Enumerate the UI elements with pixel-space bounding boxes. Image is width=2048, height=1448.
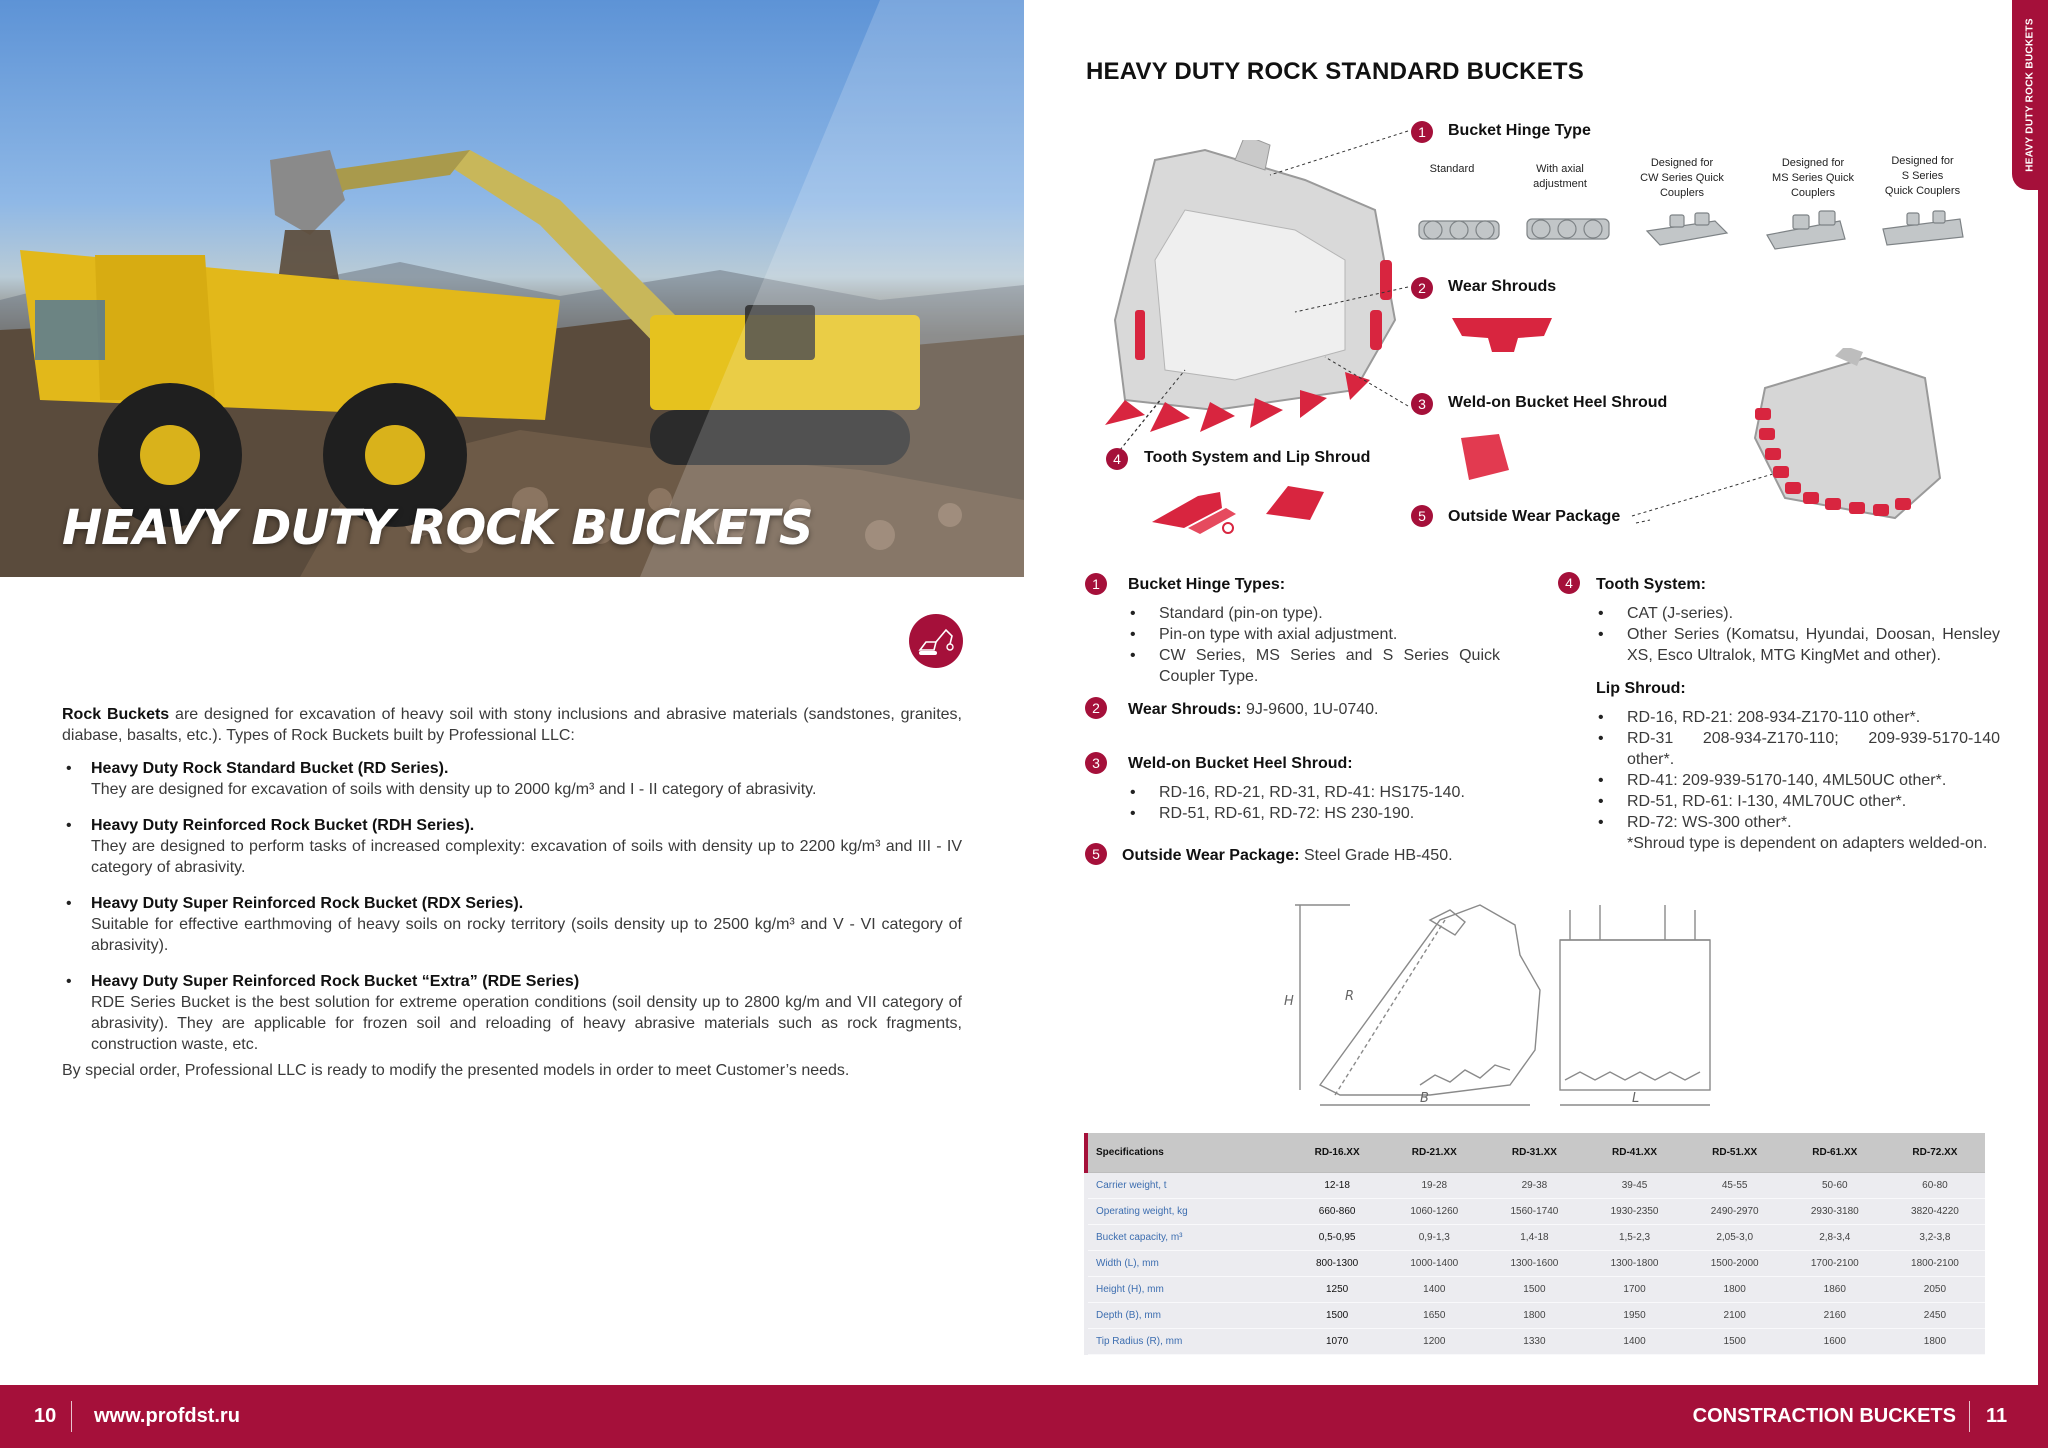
series-title: • Heavy Duty Super Reinforced Rock Bucket (RDX Series). <box>91 895 524 912</box>
table-cell: 660-860 <box>1290 1198 1384 1224</box>
series-description: RDE Series Bucket is the best solution for extreme operation conditions (soil density up to 2800 kg/m and VII category of abrasivity). They are applicable for frozen soil and reloading of heavy abrasive materials such as rock fragments, construction waste, etc. <box>91 994 962 1053</box>
spec-list <box>1596 603 2000 666</box>
spec-list <box>1128 603 1500 687</box>
spec-outside-wear <box>1122 845 1522 866</box>
spec-value: 9J-9600, 1U-0740. <box>1241 701 1379 718</box>
drawing-label-b: B <box>1420 1091 1429 1106</box>
table-cell: 1700-2100 <box>1785 1250 1885 1276</box>
spec-hinge-types <box>1128 574 1500 687</box>
table-cell: 45-55 <box>1685 1172 1785 1198</box>
spec-list-item: • RD-41: 209-939-5170-140, 4ML50UC other*. <box>1596 770 2000 791</box>
excavator-logo-icon <box>916 624 956 658</box>
spec-list-item: • Standard (pin-on type). <box>1128 603 1500 624</box>
page-footer <box>0 1385 2048 1448</box>
table-cell: 1560-1740 <box>1484 1198 1584 1224</box>
table-cell: 29-38 <box>1484 1172 1584 1198</box>
spec-list-item: • RD-16, RD-21: 208-934-Z170-110 other*. <box>1596 707 2000 728</box>
table-cell: 12-18 <box>1290 1172 1384 1198</box>
drawing-label-l: L <box>1632 1091 1640 1106</box>
spec-list-item: • CW Series, MS Series and S Series Quick Coupler Type. <box>1128 645 1500 687</box>
label-heel-shroud: Weld-on Bucket Heel Shroud <box>1448 394 1668 411</box>
series-description: They are designed to perform tasks of increased complexity: excavation of soils with density up to 2200 kg/m³ and III - IV category of abrasivity. <box>91 838 962 876</box>
table-cell: 1300-1600 <box>1484 1250 1584 1276</box>
spec-heading: Weld-on Bucket Heel Shroud: <box>1128 755 1353 772</box>
table-header-cell: RD-51.XX <box>1685 1133 1785 1172</box>
special-order-note: By special order, Professional LLC is ready to modify the presented models in order to meet Customer’s needs. <box>62 1062 850 1079</box>
side-tab-label: HEAVY DUTY ROCK BUCKETS <box>2024 18 2036 172</box>
table-cell: 1,5-2,3 <box>1584 1224 1684 1250</box>
series-title: • Heavy Duty Rock Standard Bucket (RD Series). <box>91 760 449 777</box>
hinge-caption-line: adjustment <box>1533 178 1587 190</box>
series-item <box>62 971 962 1055</box>
spec-list-item: • RD-72: WS-300 other*. <box>1596 812 2000 833</box>
page-title: HEAVY DUTY ROCK STANDARD BUCKETS <box>1086 58 1584 85</box>
hinge-caption-axial <box>1510 162 1610 192</box>
table-cell: Height (H), mm <box>1086 1276 1290 1302</box>
spec-list-item: • RD-51, RD-61, RD-72: HS 230-190. <box>1128 803 1500 824</box>
footer-divider <box>71 1401 72 1432</box>
technical-drawing <box>1280 900 1730 1115</box>
table-cell: 1800 <box>1885 1328 1985 1354</box>
brand-logo <box>909 614 963 668</box>
wear-shroud-part <box>1448 310 1558 360</box>
hinge-caption-line: Designed for <box>1891 155 1954 167</box>
table-cell: 1000-1400 <box>1384 1250 1484 1276</box>
table-cell: 1800-2100 <box>1885 1250 1985 1276</box>
spec-list <box>1128 782 1500 824</box>
series-item <box>62 893 962 956</box>
label-wear-shrouds: Wear Shrouds <box>1448 278 1557 295</box>
table-cell: 1400 <box>1584 1328 1684 1354</box>
heel-shroud-part <box>1455 430 1515 485</box>
table-cell: 1800 <box>1484 1302 1584 1328</box>
table-cell: 1860 <box>1785 1276 1885 1302</box>
table-cell: 39-45 <box>1584 1172 1684 1198</box>
spec-heading: Outside Wear Package: <box>1122 847 1300 864</box>
drawing-label-r: R <box>1345 989 1355 1004</box>
tooth-lip-parts <box>1148 478 1328 538</box>
table-cell: 1200 <box>1384 1328 1484 1354</box>
table-header-cell: RD-16.XX <box>1290 1133 1384 1172</box>
marker-4: 4 <box>1106 448 1128 470</box>
spec-list-item: • RD-16, RD-21, RD-31, RD-41: HS175-140. <box>1128 782 1500 803</box>
spec-heading: Bucket Hinge Types: <box>1128 576 1286 593</box>
table-cell: 1060-1260 <box>1384 1198 1484 1224</box>
table-cell: 60-80 <box>1885 1172 1985 1198</box>
spec-marker-5: 5 <box>1085 843 1107 865</box>
hinge-caption-standard <box>1412 162 1492 177</box>
table-cell: 1950 <box>1584 1302 1684 1328</box>
table-cell: 1400 <box>1384 1276 1484 1302</box>
series-title: • Heavy Duty Super Reinforced Rock Bucket “Extra” (RDE Series) <box>91 973 580 990</box>
table-cell: 1600 <box>1785 1328 1885 1354</box>
spec-list-item: • RD-51, RD-61: I-130, 4ML70UC other*. <box>1596 791 2000 812</box>
table-cell: Bucket capacity, m³ <box>1086 1224 1290 1250</box>
series-item <box>62 815 962 878</box>
spec-tooth-system <box>1596 574 2000 854</box>
spec-heading: Tooth System: <box>1596 576 1706 593</box>
table-cell: 2050 <box>1885 1276 1985 1302</box>
series-item <box>62 758 962 800</box>
hinge-caption-line: Designed for <box>1781 157 1845 169</box>
table-row <box>1086 1276 1985 1302</box>
table-cell: 1,4-18 <box>1484 1224 1584 1250</box>
bucket-series-list <box>62 758 962 1070</box>
marker-2: 2 <box>1411 277 1433 299</box>
table-cell: 1500-2000 <box>1685 1250 1785 1276</box>
hinge-parts-illustration <box>1415 205 1975 260</box>
table-cell: 800-1300 <box>1290 1250 1384 1276</box>
spec-list-item: • Other Series (Komatsu, Hyundai, Doosan, Hensley XS, Esco Ultralok, MTG KingMet and other). <box>1596 624 2000 666</box>
table-header-cell: RD-31.XX <box>1484 1133 1584 1172</box>
hinge-caption-line: Couplers <box>1790 187 1836 199</box>
footer-divider <box>1969 1401 1970 1432</box>
table-cell: Tip Radius (R), mm <box>1086 1328 1290 1354</box>
spec-heading: Wear Shrouds: <box>1128 701 1242 718</box>
table-cell: 3820-4220 <box>1885 1198 1985 1224</box>
hinge-caption-line: CW Series Quick <box>1640 172 1724 184</box>
table-cell: 1700 <box>1584 1276 1684 1302</box>
table-row <box>1086 1198 1985 1224</box>
spec-heading-lip: Lip Shroud: <box>1596 680 1686 697</box>
intro-paragraph <box>62 704 962 746</box>
page-number-right: 11 <box>1986 1405 2008 1427</box>
label-tooth-system: Tooth System and Lip Shroud <box>1144 449 1371 466</box>
table-header-cell: RD-41.XX <box>1584 1133 1684 1172</box>
hinge-caption-line: Couplers <box>1659 187 1705 199</box>
table-cell: 2,05-3,0 <box>1685 1224 1785 1250</box>
drawing-label-h: H <box>1284 994 1294 1009</box>
table-cell: Depth (B), mm <box>1086 1302 1290 1328</box>
spec-wear-shrouds <box>1128 699 1500 720</box>
table-cell: 50-60 <box>1785 1172 1885 1198</box>
page-number-left: 10 <box>34 1405 57 1427</box>
hinge-caption-line: S Series <box>1901 170 1944 182</box>
spec-marker-4: 4 <box>1558 572 1580 594</box>
series-description: They are designed for excavation of soils with density up to 2000 kg/m³ and I - II category of abrasivity. <box>91 781 817 798</box>
shroud-note: *Shroud type is dependent on adapters welded-on. <box>1627 835 1988 852</box>
table-cell: 1930-2350 <box>1584 1198 1684 1224</box>
excavator-truck-illustration <box>0 0 1024 577</box>
table-cell: 2930-3180 <box>1785 1198 1885 1224</box>
spec-list <box>1596 707 2000 833</box>
table-cell: 1500 <box>1685 1328 1785 1354</box>
section-title: CONSTRACTION BUCKETS <box>1692 1405 1956 1427</box>
series-description: Suitable for effective earthmoving of heavy soils on rocky territory (soils density up to 2500 kg/m³ and V - VI category of abrasivity). <box>91 916 962 954</box>
hinge-caption-line: MS Series Quick <box>1772 172 1854 184</box>
table-row <box>1086 1250 1985 1276</box>
table-cell: 2490-2970 <box>1685 1198 1785 1224</box>
spec-value: Steel Grade HB-450. <box>1299 847 1453 864</box>
specifications-table <box>1084 1133 1985 1355</box>
table-cell: 19-28 <box>1384 1172 1484 1198</box>
table-row <box>1086 1328 1985 1354</box>
table-cell: 1330 <box>1484 1328 1584 1354</box>
table-cell: Operating weight, kg <box>1086 1198 1290 1224</box>
table-cell: 1650 <box>1384 1302 1484 1328</box>
hinge-caption-line: Designed for <box>1650 157 1714 169</box>
table-row <box>1086 1224 1985 1250</box>
website-link[interactable]: www.profdst.ru <box>94 1405 240 1427</box>
side-accent-bar <box>2038 190 2048 1385</box>
spec-list-item: • Pin-on type with axial adjustment. <box>1128 624 1500 645</box>
table-row <box>1086 1302 1985 1328</box>
table-header-cell: RD-61.XX <box>1785 1133 1885 1172</box>
table-cell: 0,9-1,3 <box>1384 1224 1484 1250</box>
intro-text: are designed for excavation of heavy soil with stony inclusions and abrasive materials (sandstones, granites, diabase, basalts, etc.). Types of Rock Buckets built by Professional LLC: <box>62 706 963 744</box>
table-cell: 1500 <box>1484 1276 1584 1302</box>
marker-3: 3 <box>1411 393 1433 415</box>
hero-title: HEAVY DUTY ROCK BUCKETS <box>62 500 813 556</box>
hinge-caption-line: With axial <box>1536 163 1584 175</box>
table-cell: 2160 <box>1785 1302 1885 1328</box>
table-cell: 1800 <box>1685 1276 1785 1302</box>
label-outside-wear: Outside Wear Package <box>1448 508 1621 525</box>
table-cell: 1250 <box>1290 1276 1384 1302</box>
spec-marker-1: 1 <box>1085 573 1107 595</box>
table-cell: 1300-1800 <box>1584 1250 1684 1276</box>
table-cell: 1500 <box>1290 1302 1384 1328</box>
hinge-caption-ms <box>1753 156 1873 201</box>
table-header-cell: RD-21.XX <box>1384 1133 1484 1172</box>
table-header-row <box>1086 1133 1985 1172</box>
table-cell: 3,2-3,8 <box>1885 1224 1985 1250</box>
table-cell: 2,8-3,4 <box>1785 1224 1885 1250</box>
intro-strong: Rock Buckets <box>62 706 170 723</box>
hinge-caption-s <box>1870 154 1975 199</box>
marker-5: 5 <box>1411 505 1433 527</box>
table-cell: 2100 <box>1685 1302 1785 1328</box>
label-hinge-type: Bucket Hinge Type <box>1448 122 1591 139</box>
series-title: • Heavy Duty Reinforced Rock Bucket (RDH Series). <box>91 817 475 834</box>
table-cell: Width (L), mm <box>1086 1250 1290 1276</box>
table-cell: 2450 <box>1885 1302 1985 1328</box>
marker-1: 1 <box>1411 121 1433 143</box>
side-section-tab <box>2012 0 2048 190</box>
hinge-caption-line: Standard <box>1429 163 1475 175</box>
table-cell: 0,5-0,95 <box>1290 1224 1384 1250</box>
outside-wear-bucket-illustration <box>1745 348 1945 528</box>
spec-list-item: • RD-31 208-934-Z170-110; 209-939-5170-140 other*. <box>1596 728 2000 770</box>
table-cell: 1070 <box>1290 1328 1384 1354</box>
spec-list-item: • CAT (J-series). <box>1596 603 2000 624</box>
hinge-caption-cw <box>1622 156 1742 201</box>
spec-marker-3: 3 <box>1085 752 1107 774</box>
spec-heel-shroud <box>1128 753 1500 824</box>
hinge-caption-line: Quick Couplers <box>1884 185 1961 197</box>
spec-marker-2: 2 <box>1085 697 1107 719</box>
table-header-cell: RD-72.XX <box>1885 1133 1985 1172</box>
table-row <box>1086 1172 1985 1198</box>
table-header-cell: Specifications <box>1086 1133 1290 1172</box>
table-cell: Carrier weight, t <box>1086 1172 1290 1198</box>
hero-photo <box>0 0 1024 577</box>
